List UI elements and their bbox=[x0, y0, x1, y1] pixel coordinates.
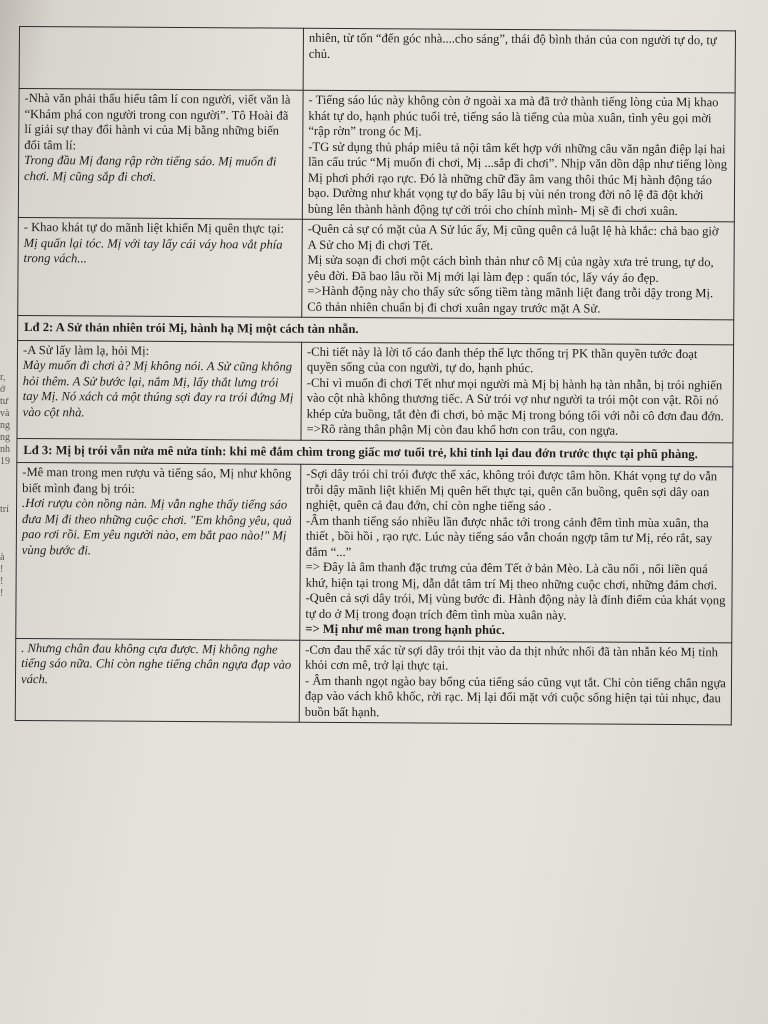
analysis-text: -Cơn đau thể xác từ sợi dây trói thịt vào da thịt nhức nhối đã tàn nhẫn kéo Mị tỉnh khỏi cơn mê, trở lại thực tại. bbox=[305, 642, 718, 673]
right-cell bbox=[300, 464, 733, 642]
analysis-text: Mị sửa soạn đi chơi một cách bình thản như cô Mị của ngày xưa trẻ trung, tự do, yêu đời. Đã bao lâu rồi Mị mới lại làm đẹp : quấn tóc, lấy váy áo đẹp. bbox=[307, 252, 714, 285]
analysis-text: -Quên cả sự có mặt của A Sử lúc ấy, Mị cũng quên cả luật lệ hà khắc: chả bao giờ A Sử cho Mị đi chơi Tết. bbox=[307, 221, 719, 253]
quote-excerpt: Trong đầu Mị đang rập rờn tiếng sáo. Mị muốn đi chơi. Mị cũng sắp đi chơi. bbox=[24, 153, 277, 184]
right-cell bbox=[301, 342, 734, 443]
margin-fragment: 19 bbox=[0, 456, 10, 467]
analysis-conclusion: => Mị như mê man trong hạnh phúc. bbox=[305, 621, 505, 637]
analysis-text: =>Hành động này cho thấy sức sống tiềm tàng mãnh liệt đang trỗi dậy trong Mị. Cô thản nhiên chuẩn bị đi chơi xuân ngay trước mặt A Sử. bbox=[307, 283, 714, 316]
quote-excerpt: Mị quấn lại tóc. Mị với tay lấy cái váy hoa vắt phía trong vách... bbox=[23, 235, 283, 266]
analysis-text: -Chỉ vì muốn đi chơi Tết như mọi người mà Mị bị hành hạ tàn nhẫn, bị trói nghiến vào cột nhà không thương tiếc. A Sử trói vợ như người ta trói một con vật. Rồi nó khép cửa buồng, tắt đèn đi chơi, bỏ mặc Mị trong bóng tối với nỗi cô đơn đau đớn. bbox=[306, 375, 724, 423]
quote-intro: - Khao khát tự do mãnh liệt khiến Mị quên thực tại: bbox=[23, 220, 285, 236]
quote-excerpt: .Hơi rượu còn nồng nàn. Mị vẫn nghe thấy tiếng sáo đưa Mị đi theo những cuộc chơi. "Em không yêu, quả pao rơi rồi. Em yêu người nào, em bắt pao nào!" Mị vùng bước đi. bbox=[21, 496, 292, 557]
analysis-text: =>Rõ ràng thân phận Mị còn đau khổ hơn con trâu, con ngựa. bbox=[306, 421, 619, 438]
quote-excerpt: Mày muốn đi chơi à? Mị không nói. A Sử cũng không hỏi thêm. A Sử bước lại, nắm Mị, lấy thắt lưng trói tay Mị. Nó xách cả một thúng sợi đay ra trói đứng Mị vào cột nhà. bbox=[22, 358, 294, 419]
margin-fragment: ! bbox=[0, 576, 4, 587]
right-cell bbox=[302, 219, 735, 320]
left-cell bbox=[18, 89, 303, 220]
table-row bbox=[16, 462, 733, 642]
left-cell bbox=[15, 638, 299, 722]
left-cell bbox=[17, 340, 302, 440]
analysis-text: -Âm thanh tiếng sáo nhiều lần được nhắc tới trong cảnh đêm tình mùa xuân, tha thiết , bồi hồi , rạo rực. Lúc này tiếng sáo vẫn choán ngợp tâm tư Mị, réo rắt, say đắm “...” bbox=[305, 513, 713, 559]
analysis-text: -Sợi dây trói chỉ trói được thể xác, không trói được tâm hồn. Khát vọng tự do vẫn trỗi dậy mãnh liệt khiến Mị quên hết thực tại, quên căn buồng, quên sợi dây oan nghiệt, quên cả đau đớn, chỉ còn nghe tiếng sáo . bbox=[306, 466, 718, 514]
left-cell bbox=[16, 462, 301, 639]
analysis-text: -TG sử dụng thủ pháp miêu tả nội tâm kết hợp với những câu văn ngắn điệp lại hai lần cấu trúc “Mị muốn đi chơi, Mị ...sắp đi chơi”. Nhịp văn dồn dập như tiếng lòng Mị phơi phới rạo rực. Đó là những chữ đầy âm vang thôi thúc Mị hành động táo bạo. Dường như khát vọng tự do bấy lâu bị vùi nén trong đời nô lệ đã đột khởi bùng lên thành hành động tự cởi trói cho chính mình- Mị sẽ đi chơi xuân. bbox=[307, 139, 728, 218]
analysis-text: -Quên cả sợi dây trói, Mị vùng bước đi. Hành động này là đỉnh điểm của khát vọng tự do ở Mị trong đoạn trích đêm tình mùa xuân này. bbox=[305, 590, 726, 622]
quote-intro: -Nhà văn phải thấu hiểu tâm lí con người, viết văn là “Khám phá con người trong con người”. Tô Hoài đã lí giải sự thay đổi hành vi của Mị bằng những biến đổi tâm lí: bbox=[24, 91, 291, 152]
margin-fragment: r, bbox=[0, 372, 6, 383]
analysis-text: nhiên, từ tốn “đến góc nhà....cho sáng”, thái độ bình thản của con người tự do, tự chủ. bbox=[308, 30, 717, 61]
margin-fragment: ! bbox=[0, 588, 4, 599]
margin-fragment: ớ bbox=[0, 384, 6, 395]
table-row bbox=[19, 27, 735, 93]
margin-fragment: ng bbox=[0, 420, 10, 431]
analysis-text: - Âm thanh ngọt ngào bay bổng của tiếng sáo cũng vụt tắt. Chỉ còn tiếng chân ngựa đạp vào vách khô khốc, rời rạc. Mị lại đối mặt với cuộc sống hiện tại tủi nhục, đau buồn bất hạnh. bbox=[304, 673, 726, 719]
analysis-text: - Tiếng sáo lúc này không còn ở ngoài xa mà đã trở thành tiếng lòng của Mị khao khát tự do, hạnh phúc tuổi trẻ, tiếng sáo là tiếng của mùa xuân, tình yêu gọi mời “rập rờn” trong óc Mị. bbox=[308, 92, 719, 139]
table-row bbox=[15, 638, 731, 725]
quote-intro: -A Sử lấy làm lạ, hỏi Mị: bbox=[22, 342, 150, 358]
margin-fragment: ng bbox=[0, 432, 10, 443]
margin-fragment: ! bbox=[0, 564, 4, 575]
analysis-text: => Đây là âm thanh đặc trưng của đêm Tết ở bản Mèo. Là cầu nối , nối liền quá khứ, hiện tại trong Mị, dẫn dắt tâm trí Mị theo những cuộc chơi, những đám chơi. bbox=[305, 559, 718, 592]
quote-excerpt: . Nhưng chân đau không cựa được. Mị không nghe tiếng sáo nữa. Chỉ còn nghe tiếng chân ngựa đạp vào vách. bbox=[20, 640, 292, 686]
margin-fragment: trí bbox=[0, 504, 9, 515]
analysis-table bbox=[15, 26, 736, 725]
table-row bbox=[18, 217, 735, 319]
left-cell bbox=[18, 217, 303, 317]
right-cell bbox=[303, 28, 735, 93]
left-cell bbox=[19, 27, 303, 91]
table-row bbox=[18, 89, 735, 222]
margin-fragment: và bbox=[0, 408, 10, 419]
right-cell bbox=[299, 640, 731, 725]
right-cell bbox=[302, 90, 735, 222]
quote-intro: -Mê man trong men rượu và tiếng sáo, Mị như không biết mình đang bị trói: bbox=[22, 465, 292, 496]
margin-fragment: tư bbox=[0, 396, 9, 407]
section-heading: Lđ 2: A Sử thản nhiên trói Mị, hành hạ Mị một cách tàn nhẫn. bbox=[18, 315, 734, 344]
section-heading: Lđ 3: Mị bị trói vẫn nửa mê nửa tỉnh: khi mê đắm chìm trong giấc mơ tuổi trẻ, khi tỉnh lại đau đớn trước thực tại phũ phàng. bbox=[17, 438, 733, 467]
margin-fragment: nh bbox=[0, 444, 10, 455]
analysis-text: -Chi tiết này là lời tố cáo đanh thép thế lực thống trị PK thần quyền tước đoạt quyền sống của con người, tự do, hạnh phúc. bbox=[306, 344, 698, 376]
table-row bbox=[17, 340, 734, 442]
margin-fragment: à bbox=[0, 552, 5, 563]
